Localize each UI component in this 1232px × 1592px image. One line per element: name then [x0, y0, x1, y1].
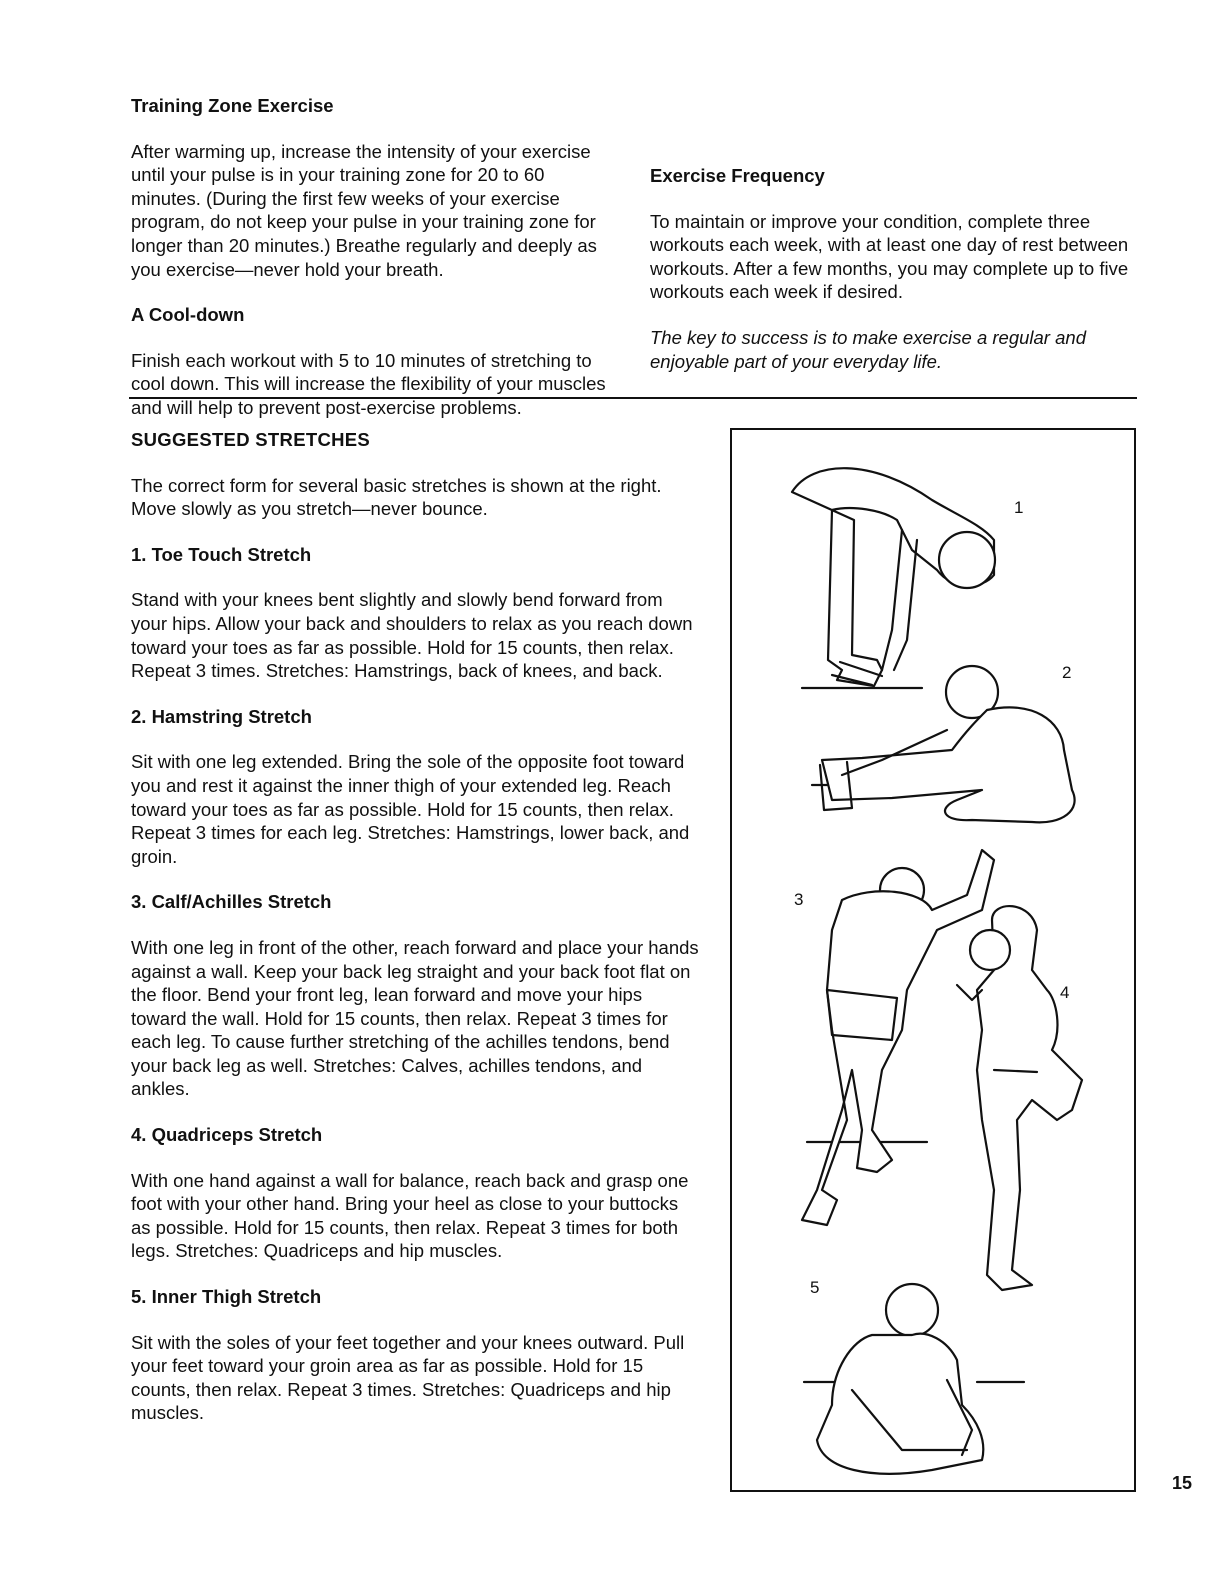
- toe-touch-figure: [792, 468, 995, 688]
- cool-down-heading: A Cool-down: [131, 304, 245, 326]
- frequency-body: To maintain or improve your condition, complete three workouts each week, with at least one day of rest between workouts. After a few months, you may complete up to five workouts each week if desired.: [650, 210, 1129, 303]
- stretch-title-3: 3. Calf/Achilles Stretch: [131, 891, 332, 913]
- stretch-illustrations: [730, 428, 1136, 1492]
- cool-down-body: Finish each workout with 5 to 10 minutes of stretching to cool down. This will increase the flexibility of your muscles and will help to prevent post-exercise problems.: [131, 349, 606, 418]
- top-right-column: [650, 164, 1140, 395]
- stretch-body-4: With one hand against a wall for balance, reach back and grasp one foot with your other hand. Bring your heel as close to your buttocks as possible. Hold for 15 counts, then relax. Repeat 3 times for both legs. Stretches: Quadriceps and hip muscles.: [131, 1169, 689, 1262]
- training-zone-body: After warming up, increase the intensity of your exercise until your pulse is in your training zone for 20 to 60 minutes. (During the first few weeks of your exercise program, do not keep your pulse in your training zone for longer than 20 minutes.) Breathe regularly and deeply as you exercise—never hold your breath.: [131, 140, 597, 280]
- figure-label-5: 5: [810, 1278, 820, 1297]
- stretch-title-4: 4. Quadriceps Stretch: [131, 1124, 323, 1146]
- inner-thigh-stretch-figure: [804, 1284, 1024, 1474]
- stretch-figures-drawing: [732, 430, 1134, 1490]
- stretch-body-5: Sit with the soles of your feet together and your knees outward. Pull your feet toward your groin area as far as possible. Hold for 15 counts, then relax. Repeat 3 times. Stretches: Quadriceps and hip muscles.: [131, 1331, 685, 1424]
- stretch-title-5: 5. Inner Thigh Stretch: [131, 1286, 322, 1308]
- stretches-intro: The correct form for several basic stretches is shown at the right. Move slowly as you stretch—never bounce.: [131, 474, 662, 520]
- stretch-body-3: With one leg in front of the other, reach forward and place your hands against a wall. Keep your back leg straight and your back foot flat on the floor. Bend your front leg, lean forward and move your hips toward the wall. Hold for 15 counts, then relax. Repeat 3 times for each leg. To cause further stretching of the achilles tendons, bend your back leg as well. Stretches: Calves, achilles tendons, and ankles.: [131, 936, 699, 1100]
- training-zone-heading: Training Zone Exercise: [131, 95, 334, 116]
- page-number: 15: [1172, 1473, 1193, 1493]
- frequency-heading: Exercise Frequency: [650, 165, 825, 186]
- stretch-body-1: Stand with your knees bent slightly and slowly bend forward from your hips. Allow your back and shoulders to relax as you reach down toward your toes as far as possible. Hold for 15 counts, then relax. Repeat 3 times. Stretches: Hamstrings, back of knees, and back.: [131, 589, 693, 682]
- figure-label-2: 2: [1062, 663, 1072, 682]
- stretch-title-2: 2. Hamstring Stretch: [131, 705, 312, 727]
- stretches-heading: SUGGESTED STRETCHES: [131, 429, 371, 450]
- stretch-body-2: Sit with one leg extended. Bring the sole of the opposite foot toward you and rest it against the inner thigh of your extended leg. Reach toward your toes as far as possible. Hold for 15 counts, then relax. Repeat 3 times for each leg. Stretches: Hamstrings, lower back, and groin.: [131, 751, 690, 867]
- figure-label-3: 3: [794, 890, 804, 909]
- calf-stretch-figure: [802, 850, 994, 1225]
- top-left-column: [131, 94, 611, 442]
- quadriceps-stretch-figure: [957, 906, 1082, 1290]
- section-divider: [129, 397, 1137, 399]
- key-note: The key to success is to make exercise a regular and enjoyable part of your everyday life.: [650, 326, 1086, 372]
- figure-label-4: 4: [1060, 983, 1070, 1002]
- figure-label-1: 1: [1014, 498, 1024, 517]
- hamstring-stretch-figure: [812, 666, 1075, 822]
- stretch-title-1: 1. Toe Touch Stretch: [131, 543, 312, 565]
- stretches-column: [131, 428, 701, 1447]
